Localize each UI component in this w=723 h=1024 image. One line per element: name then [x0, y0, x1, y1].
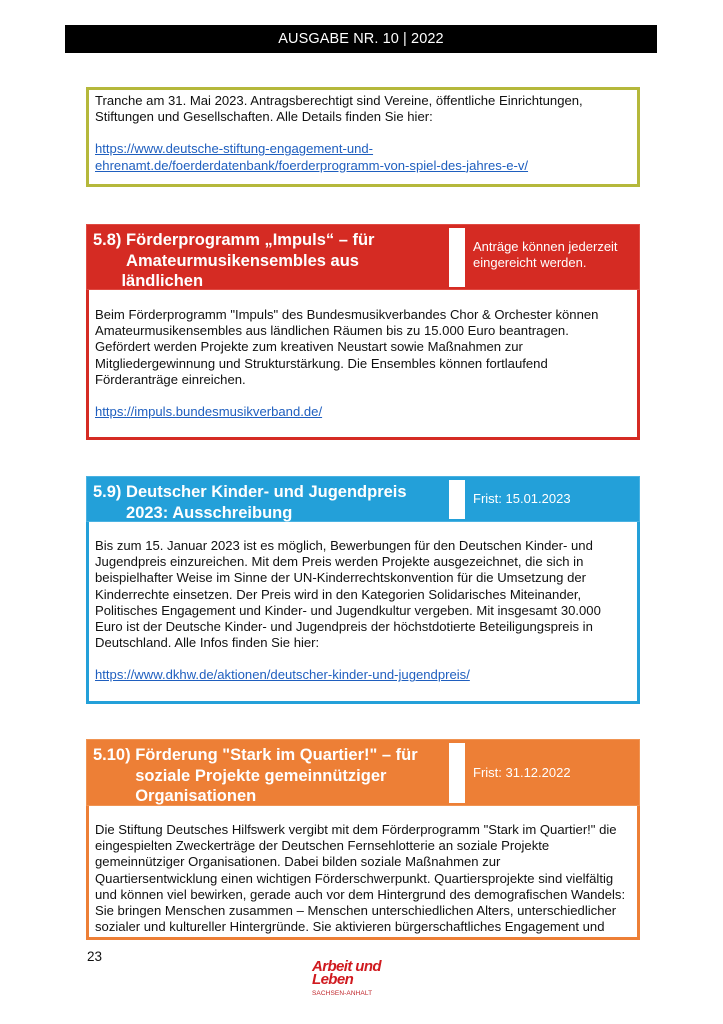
- body-line: beispielhafter Weise im Sinne der UN-Kinderrechtskonvention für die Umsetzung der: [95, 570, 587, 586]
- header-divider: [449, 228, 465, 287]
- deadline-note: Frist: 31.12.2022: [473, 764, 571, 780]
- section-number: 5.10): [93, 746, 131, 764]
- body-line: Beim Förderprogramm "Impuls" des Bundesmusikverbandes Chor & Orchester können: [95, 307, 599, 322]
- issue-title: AUSGABE NR. 10 | 2022: [278, 31, 444, 47]
- section-header: [86, 739, 640, 806]
- logo-line-1: Arbeit und: [312, 958, 381, 975]
- arbeit-und-leben-logo: [312, 960, 402, 997]
- body-line: Amateurmusikensembles aus ländlichen Räumen bis zu 15.000 Euro beantragen.: [95, 323, 569, 339]
- logo-line-2: Leben: [312, 971, 354, 988]
- section-5-9: [86, 476, 640, 704]
- section-title: 5.9) Deutscher Kinder- und Jugendpreis 2023: Ausschreibung: [93, 483, 407, 522]
- continuation-body: [86, 87, 640, 187]
- spiel-des-jahres-link-cont[interactable]: ehrenamt.de/foerderdatenbank/foerderprogramm-von-spiel-des-jahres-e-v/: [95, 157, 529, 173]
- deadline-note: Frist: 15.01.2023: [473, 491, 571, 506]
- body-line: sozialer und kultureller Hintergründe. Sie aktivieren bürgerschaftliches Engagement und: [95, 919, 605, 935]
- body-line: Gefördert werden Projekte zum kreativen Neustart sowie Maßnahmen zur: [95, 339, 523, 355]
- section-title: 5.8) Förderprogramm „Impuls“ – für Amateurmusikensembles aus ländlichen Räumen: [93, 231, 375, 311]
- deadline-note: Anträge können jederzeit eingereicht werden.: [473, 239, 618, 270]
- body-line: Quartiersentwicklung einen wichtigen Förderschwerpunkt. Quartiersprojekte sind vielfältig: [95, 870, 614, 886]
- body-line: Sie bringen Menschen zusammen – Menschen unterschiedlichen Alters, unterschiedlicher: [95, 903, 617, 919]
- body-line: Bis zum 15. Januar 2023 ist es möglich, Bewerbungen für den Deutschen Kinder- und: [95, 538, 593, 553]
- section-5-8: [86, 224, 640, 440]
- section-body: [86, 522, 640, 704]
- section-header: [86, 224, 640, 311]
- header-divider: [449, 743, 465, 803]
- body-line: Stiftungen und Gesellschaften. Alle Details finden Sie hier:: [95, 109, 433, 125]
- body-line: und können viel bewirken, gerade auch vor dem Hintergrund des demografischen Wandels:: [95, 886, 626, 902]
- section-number: 5.8): [93, 231, 122, 249]
- body-line: Politisches Engagement und Kinder- und Jugendkultur vergeben. Mit insgesamt 30.000: [95, 602, 601, 618]
- dkhw-link[interactable]: https://www.dkhw.de/aktionen/deutscher-kinder-und-jugendpreis/: [95, 667, 470, 683]
- section-body: [86, 290, 640, 440]
- impuls-link[interactable]: https://impuls.bundesmusikverband.de/: [95, 404, 323, 420]
- page-number: 23: [87, 949, 103, 964]
- issue-header: [65, 25, 657, 53]
- section-number: 5.9): [93, 483, 122, 501]
- body-line: Kinderrechte einsetzen. Der Preis wird in den Kategorien Solidarisches Miteinander,: [95, 586, 582, 602]
- body-line: Deutschland. Alle Infos finden Sie hier:: [95, 635, 320, 651]
- section-5-10: [86, 739, 640, 940]
- header-divider: [449, 480, 465, 519]
- body-line: Jugendpreis einzureichen. Mit dem Preis werden Projekte ausgezeichnet, die sich in: [95, 554, 584, 570]
- body-line: Mitgliedergewinnung und Strukturstärkung. Die Ensembles können fortlaufend: [95, 355, 548, 371]
- section-body: [86, 806, 640, 940]
- spiel-des-jahres-link[interactable]: https://www.deutsche-stiftung-engagement-und-: [95, 141, 374, 157]
- section-title: 5.10) Förderung "Stark im Quartier!" – für soziale Projekte gemeinnütziger Organisationen: [93, 746, 418, 805]
- body-line: Euro ist der Deutsche Kinder- und Jugendpreis der höchstdotierte Beteiligungspreis in: [95, 619, 593, 635]
- body-line: gemeinnütziger Organisationen. Dabei bilden soziale Maßnahmen zur: [95, 854, 501, 870]
- continuation-box: [86, 87, 640, 187]
- body-line: Tranche am 31. Mai 2023. Antragsberechtigt sind Vereine, öffentliche Einrichtungen,: [95, 93, 583, 108]
- body-line: eingespielten Zweckerträge der Deutschen Fernsehlotterie an soziale Projekte: [95, 838, 550, 854]
- body-line: Förderanträge einreichen.: [95, 371, 246, 387]
- logo-subtitle: SACHSEN-ANHALT: [312, 990, 373, 997]
- section-header: [86, 476, 640, 522]
- body-line: Die Stiftung Deutsches Hilfswerk vergibt mit dem Förderprogramm "Stark im Quartier!" die: [95, 822, 617, 837]
